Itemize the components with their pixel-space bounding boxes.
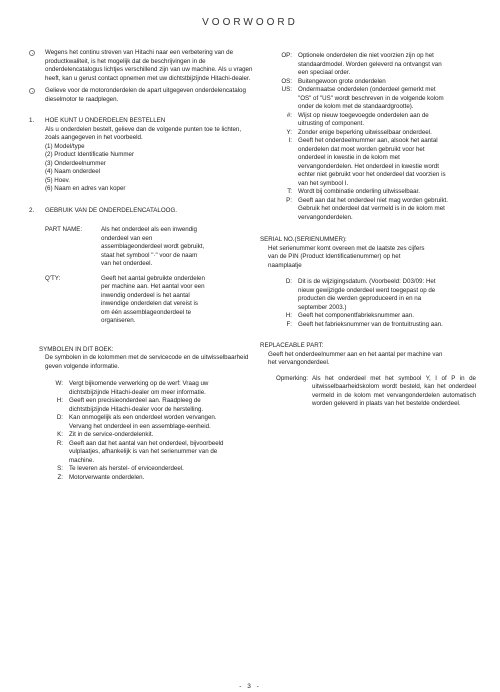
list-item: (3) Onderdeelnummer [45,159,106,167]
symbol-key: W: [55,380,63,387]
code-row [258,129,486,138]
serial-row [258,278,486,312]
symbol-key: K: [57,431,63,438]
code-row [258,188,486,197]
code-key: Y: [286,128,292,136]
code-row [258,112,486,129]
intro-paragraph [29,87,254,104]
symbol-text: Zit in de service-onderdelenkit. [69,431,154,438]
note-row [258,375,486,409]
section-title: GEBRUIK VAN DE ONDERDELENCATALOOG. [45,206,178,214]
symbol-text: Geeft een precisieonderdeel aan. Raadpleeg de dichtstbijzijnde Hitachi-dealer voor de herstelling. [69,397,204,413]
serial-text: Geeft het fabrieksnummer van de frontuitrusting aan. [298,320,443,328]
symbols-heading: SYMBOLEN IN DIT BOEK: [39,345,114,353]
circle-bullet-icon [29,50,35,56]
section-number: 2. [29,206,35,214]
intro-text: Gelieve voor de motoronderdelen de apart uitgegeven onderdelencatalog dieselmotor te raadplegen. [45,87,246,103]
symbol-key: D: [56,414,63,421]
intro-text: Wegens het continu streven van Hitachi naar een verbetering van de productkwaliteit, is het mogelijk dat de beschrijvingen in de onderdelencatalogus lichtjes verschillend zijn van uw machine. Als u vragen heeft, kan u gerust contact opnemen met uw dichtstbijzijnde Hitachi-dealer. [45,49,253,82]
replaceable-text: Geeft het onderdeelnummer aan en het aantal per machine van het vervangonderdeel. [268,350,443,366]
section-number: 1. [29,117,35,124]
serial-text: Geeft het componentfabrieksnummer aan. [298,312,414,319]
code-text: Ondermaatse onderdelen (onderdeel gemerkt met "OS" of "US" wordt beschreven in de volgende kolom onder de kolom met de standaardgrootte). [298,86,444,110]
code-text: Zonder enige beperking uitwisselbaar onderdeel. [298,128,432,136]
symbol-key: R: [56,439,63,447]
symbol-row [29,397,254,414]
symbol-text: Geeft aan dat het aantal van het onderdeel, bijvoorbeeld vulplaatjes, afhankelijk is van het serienummer van de machine. [69,439,224,464]
left-column [29,49,254,482]
symbol-text: Kan onmogelijk als een onderdeel worden vervangen. Vervang het onderdeel in een assemblage-eenheid. [69,414,217,430]
page-title: VOORWOORD [202,17,298,28]
code-text: Wordt bij combinatie onderling uitwisselbaar. [298,188,420,195]
code-key: US: [281,86,292,93]
section-title: HOE KUNT U ONDERDELEN BESTELLEN [45,117,166,124]
section-text: Als u onderdelen bestelt, gelieve dan de volgende punten toe te lichten, zoals aangegeven in het voorbeeld. [45,125,242,141]
code-row [258,197,486,223]
circle-bullet-icon [29,88,35,94]
note-text: Als het onderdeel met het symbool Y, I of P in de uitwisselbaarheidskolom wordt besteld, kan het onderdeel vermeld in de kolom met vervangonderdelen automatisch worden geleverd in plaats van het bestelde onderdeel. [312,374,476,407]
code-row [258,137,486,188]
order-list [29,143,254,194]
serial-heading: SERIAL NO.(SERIENUMMER): [260,236,347,243]
page-number: - 3 - [239,683,261,690]
definition-row [29,275,254,326]
symbol-row [29,431,254,440]
right-column [258,52,486,409]
serial-row [258,321,486,330]
symbol-row [29,414,254,431]
serial-row [258,312,486,321]
list-item: (5) Hoev. [45,176,70,184]
code-key: OP: [281,52,292,59]
code-row [258,78,486,87]
symbol-row [29,474,254,483]
definition-text: Geeft het aantal gebruikte onderdelen per machine aan. Het aantal voor een inwendig onderdeel is het aantal inwendige onderdelen dat vereist is om één assemblageonderdeel te organiseren. [101,274,205,324]
section-heading [29,117,254,126]
code-key: I: [288,137,292,144]
code-text: Geeft aan dat het onderdeel niet mag worden gebruikt. Gebruik het onderdeel dat vermeld is in de kolom met vervangonderdelen. [298,196,448,221]
list-item: (2) Product Identificatie Nummer [45,151,135,158]
code-key: T: [287,188,292,195]
symbol-key: S: [57,465,63,472]
code-text: Optionele onderdelen die niet voorzien zijn op het standaardmodel. Worden geleverd na ontvangst van een speciaal order. [298,52,442,76]
symbol-key: H: [56,397,63,404]
code-key: #: [286,111,292,119]
code-text: Wijst op nieuw toegevoegde onderdelen aan de uitrusting of component. [298,111,429,127]
symbols-intro: De symbolen in de kolommen met de servicecode en de uitwisselbaarheid geven volgende informatie. [45,354,249,370]
symbol-row [29,465,254,474]
note-key: Opmerking: [276,374,308,382]
symbol-key: Z: [57,473,63,481]
section-heading [29,207,254,216]
symbol-text: Motorverwante onderdelen. [69,473,145,481]
symbol-row [29,440,254,466]
code-text: Buitengewoon grote onderdelen [298,77,386,85]
code-row [258,52,486,78]
replaceable-heading: REPLACEABLE PART: [260,342,324,349]
code-key: P: [286,196,292,204]
intro-paragraph [29,49,254,83]
code-text: Geeft het onderdeelnummer aan, alsook het aantal onderdelen dat moet worden gebruikt voor het onderdeel in kwestie in de kolom met vervangonderdelen. Het onderdeel in kwestie wordt echter niet gebruikt voor het onderdeel dat voorzien is van het symbool I. [298,137,446,187]
list-item: (4) Naam onderdeel [45,168,101,175]
serial-key: D: [285,278,292,285]
definition-text: Als het onderdeel als een inwendig onderdeel van een assemblageonderdeel wordt gebruikt, staat het symbool "·" voor de naam van het onderdeel. [101,226,205,267]
symbol-text: Vergt bijkomende verwerking op de werf: Vraag uw dichtstbijzijnde Hitachi-dealer om meer informatie. [69,380,209,396]
code-row [258,86,486,112]
list-item: (6) Naam en adres van koper [45,185,126,192]
serial-text: Het serienummer komt overeen met de laatste zes cijfers van de PIN (Product Identificatienummer) op het naamplaatje [268,244,425,269]
symbol-text: Te leveren als herstel- of erviceonderdeel. [69,465,184,472]
serial-key: F: [286,320,292,328]
code-key: OS: [281,77,292,85]
definition-row [29,226,254,269]
definition-term: Q'TY: [45,274,61,282]
serial-key: H: [285,312,292,319]
symbol-row [29,380,254,397]
definition-term: PART NAME: [45,226,83,233]
serial-text: Dit is de wijzigingsdatum. (Voorbeeld: D03/09: Het nieuw gewijzigde onderdeel werd toegepast op de producten die werden geproduceerd in en na september 2003.) [298,278,436,311]
list-item: (1) Model/type [45,142,85,150]
